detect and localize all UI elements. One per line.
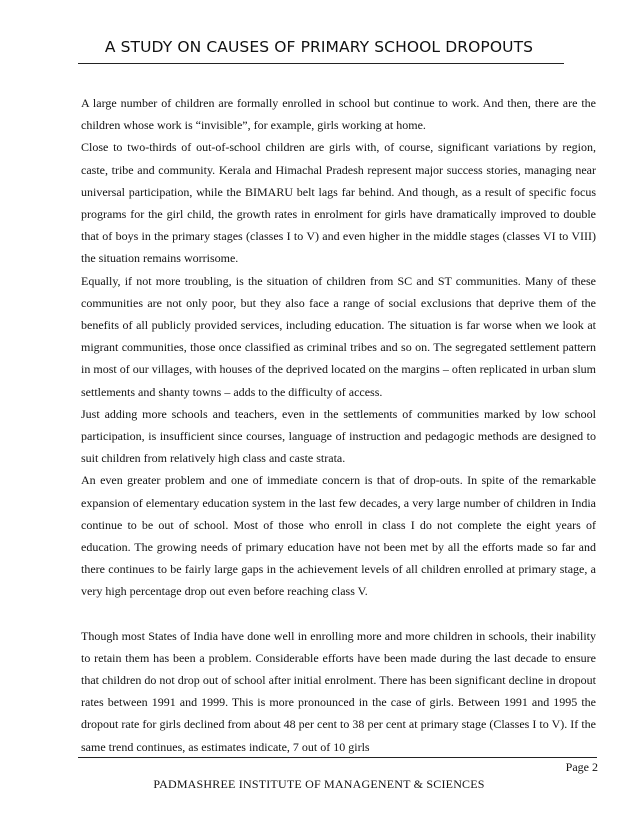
paragraph: Just adding more schools and teachers, even in the settlements of communities marked by low school participation, is insufficient since courses, language of instruction and pedagogic methods are designed to suit children from relatively high class and caste strata. — [81, 406, 596, 466]
footer-divider — [78, 757, 597, 758]
paragraph: Close to two-thirds of out-of-school children are girls with, of course, significant variations by region, caste, tribe and community. Kerala and Himachal Pradesh represent major success stories, managing near universal participation, while the BIMARU belt lags far behind. And though, as a result of specific focus programs for the girl child, the growth rates in enrolment for girls have dramatically improved to double that of boys in the primary stages (classes I to V) and even higher in the middle stages (classes VI to VIII) the situation remains worrisome. — [81, 140, 596, 266]
paragraph: Equally, if not more troubling, is the situation of children from SC and ST communities. Many of these communities are not only poor, but they also face a range of social exclusions that deprive them of the benefits of all publicly provided services, including education. The situation is far worse when we look at migrant communities, those once classified as criminal tribes and so on. The segregated settlement pattern in most of our villages, with houses of the deprived located on the margins – often replicated in urban slum settlements and shanty towns – adds to the difficulty of access. — [81, 273, 596, 399]
page-header-title: A STUDY ON CAUSES OF PRIMARY SCHOOL DROPOUTS — [104, 38, 534, 56]
header-divider — [78, 63, 564, 64]
body-text — [81, 92, 596, 758]
footer-institute-name: PADMASHREE INSTITUTE OF MANAGENENT & SCIENCES — [153, 777, 485, 791]
paragraph: An even greater problem and one of immediate concern is that of drop-outs. In spite of the remarkable expansion of elementary education system in the last few decades, a very large number of children in India continue to be out of school. Most of those who enroll in class I do not complete the eight years of education. The growing needs of primary education have not been met by all the efforts made so far and there continues to be fairly large gaps in the achievement levels of all children enrolled at primary stage, a very high percentage drop out even before reaching class V. — [81, 473, 596, 599]
paragraph: Though most States of India have done well in enrolling more and more children in schools, their inability to retain them has been a problem. Considerable efforts have been made during the last decade to ensure that children do not drop out of school after initial enrolment. There has been significant decline in dropout rates between 1991 and 1999. This is more pronounced in the case of girls. Between 1991 and 1995 the dropout rate for girls declined from about 48 per cent to 38 per cent at primary stage (Classes I to V). If the same trend continues, as estimates indicate, 7 out of 10 girls — [81, 628, 596, 754]
page-number: Page 2 — [565, 760, 598, 774]
paragraph: A large number of children are formally enrolled in school but continue to work. And then, there are the children whose work is “invisible”, for example, girls working at home. — [81, 96, 596, 133]
